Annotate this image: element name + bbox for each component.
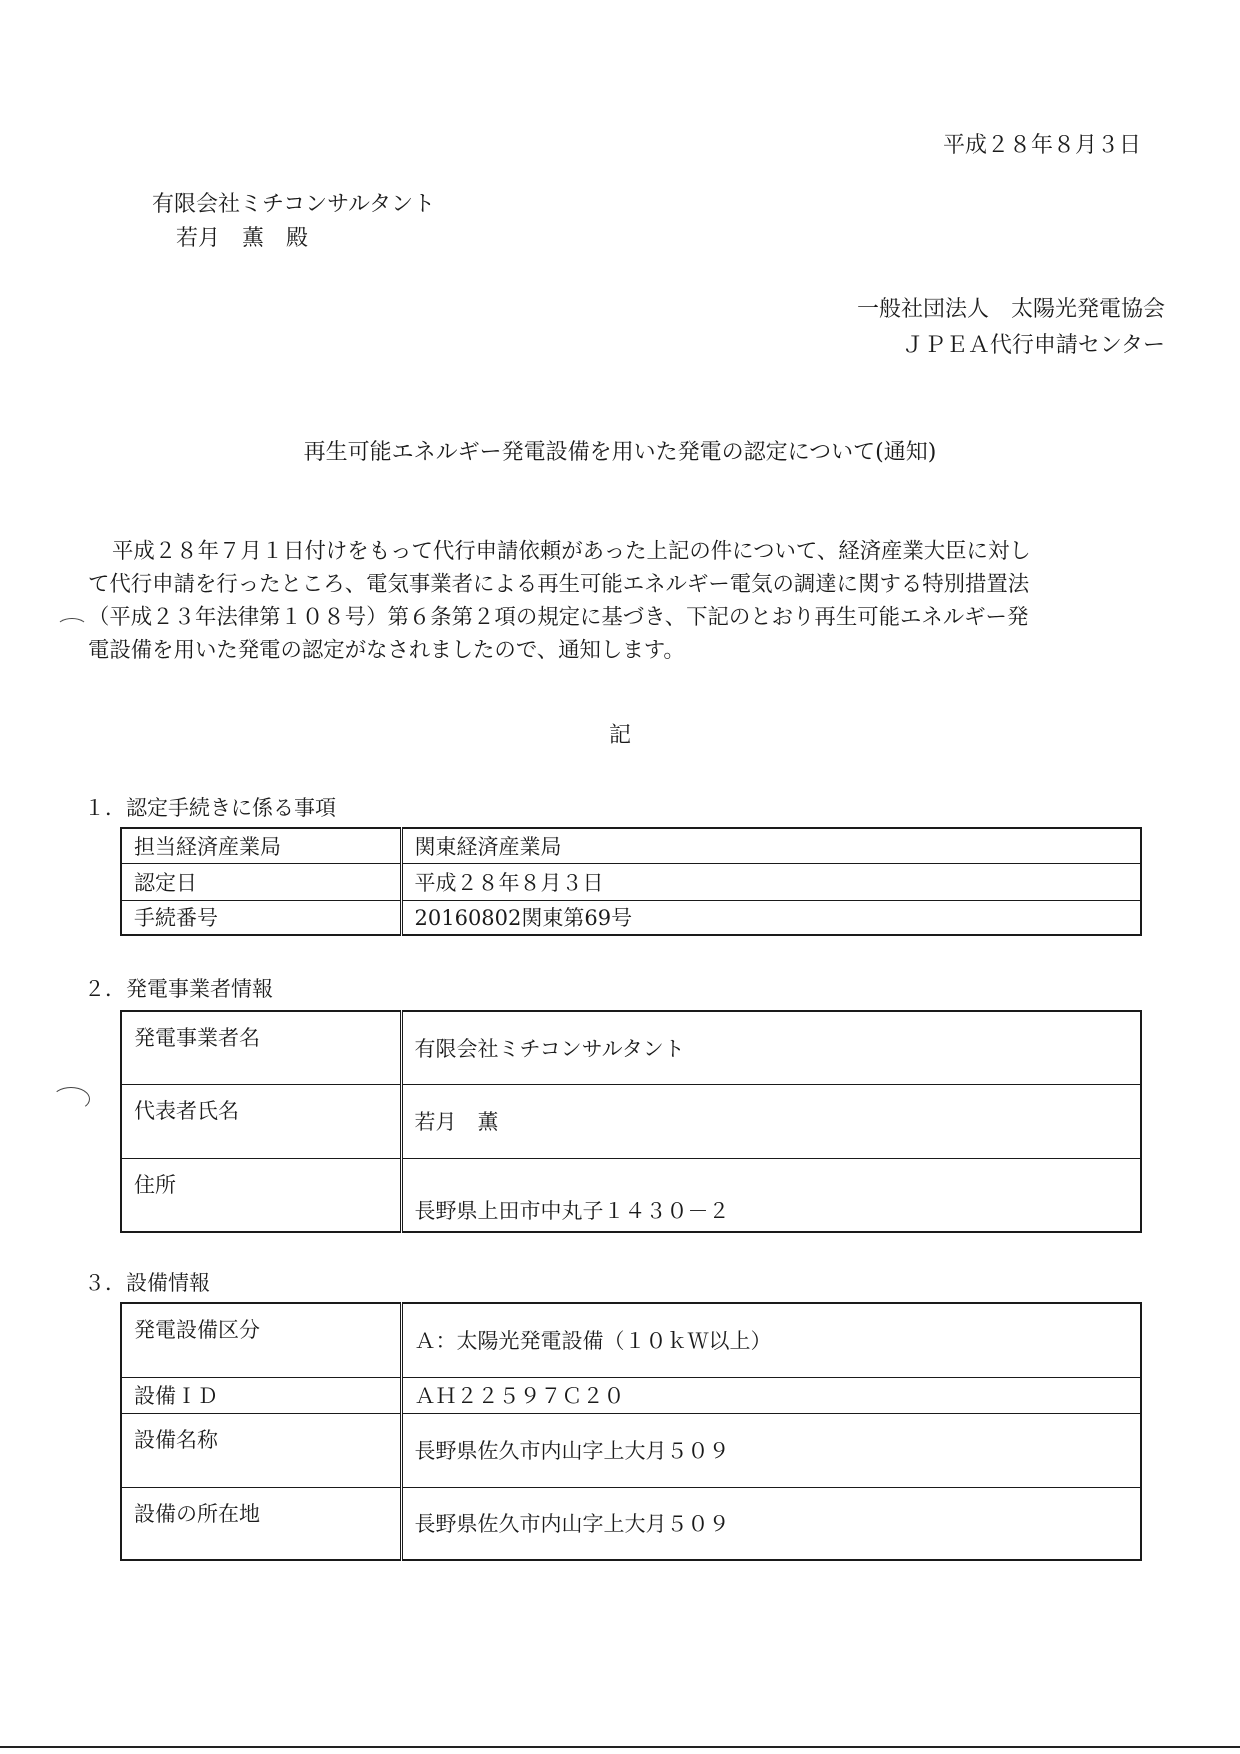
section-heading-operator: ２．発電事業者情報 bbox=[84, 977, 273, 1001]
table-row bbox=[121, 1084, 1141, 1158]
procedure-table bbox=[120, 827, 1142, 936]
table-row bbox=[121, 1158, 1141, 1232]
table-label: 認定日 bbox=[121, 863, 401, 900]
table-label: 設備名称 bbox=[121, 1413, 401, 1487]
recipient-person: 若月 薫 殿 bbox=[176, 226, 309, 251]
sender-organization: 一般社団法人 太陽光発電協会 bbox=[856, 297, 1165, 322]
table-value: 長野県佐久市内山字上大月５０９ bbox=[401, 1413, 1141, 1487]
table-value: Ａ：太陽光発電設備（１０ｋＷ以上） bbox=[401, 1303, 1141, 1377]
table-label: 代表者氏名 bbox=[121, 1084, 401, 1158]
table-label: 発電事業者名 bbox=[121, 1011, 401, 1084]
recipient-company: 有限会社ミチコンサルタント bbox=[152, 192, 436, 217]
table-value: ＡＨ２２５９７Ｃ２０ bbox=[401, 1377, 1141, 1413]
document-date: 平成２８年８月３日 bbox=[942, 133, 1141, 158]
table-row bbox=[121, 863, 1141, 900]
table-row bbox=[121, 1487, 1141, 1560]
ki-heading: 記 bbox=[608, 723, 631, 748]
table-row bbox=[121, 828, 1141, 863]
table-value: 関東経済産業局 bbox=[401, 828, 1141, 863]
page-bottom-rule bbox=[0, 1746, 1240, 1748]
body-line: 平成２８年７月１日付けをもって代行申請依頼があった上記の件について、経済産業大臣に対し bbox=[112, 539, 1031, 564]
table-label: 設備ＩＤ bbox=[121, 1377, 401, 1413]
table-row bbox=[121, 1413, 1141, 1487]
table-label: 手続番号 bbox=[121, 900, 401, 935]
facility-table bbox=[120, 1302, 1142, 1561]
table-value: 若月 薫 bbox=[401, 1084, 1141, 1158]
table-label: 設備の所在地 bbox=[121, 1487, 401, 1560]
table-label: 担当経済産業局 bbox=[121, 828, 401, 863]
table-row bbox=[121, 900, 1141, 935]
table-value: 長野県佐久市内山字上大月５０９ bbox=[401, 1487, 1141, 1560]
operator-table bbox=[120, 1010, 1142, 1233]
table-label: 住所 bbox=[121, 1158, 401, 1232]
table-value: 有限会社ミチコンサルタント bbox=[401, 1011, 1141, 1084]
punch-hole-mark bbox=[56, 618, 88, 638]
body-line: 電設備を用いた発電の認定がなされましたので、通知します。 bbox=[88, 638, 685, 663]
table-row bbox=[121, 1377, 1141, 1413]
section-heading-facility: ３．設備情報 bbox=[84, 1271, 210, 1295]
sender-center: ＪＰＥＡ代行申請センター bbox=[901, 333, 1165, 358]
table-value: 長野県上田市中丸子１４３０－２ bbox=[401, 1158, 1141, 1232]
body-paragraph bbox=[88, 535, 1148, 667]
table-row bbox=[121, 1303, 1141, 1377]
body-line: （平成２３年法律第１０８号）第６条第２項の規定に基づき、下記のとおり再生可能エネルギー発 bbox=[88, 605, 1029, 630]
table-label: 発電設備区分 bbox=[121, 1303, 401, 1377]
table-row bbox=[121, 1011, 1141, 1084]
body-line: て代行申請を行ったところ、電気事業者による再生可能エネルギー電気の調達に関する特別措置法 bbox=[88, 572, 1030, 597]
punch-hole-mark bbox=[52, 1087, 90, 1111]
section-heading-procedure: １．認定手続きに係る事項 bbox=[84, 796, 336, 820]
table-value: 20160802関東第69号 bbox=[401, 900, 1141, 935]
document-title: 再生可能エネルギー発電設備を用いた発電の認定について(通知) bbox=[303, 440, 937, 465]
table-value: 平成２８年８月３日 bbox=[401, 863, 1141, 900]
